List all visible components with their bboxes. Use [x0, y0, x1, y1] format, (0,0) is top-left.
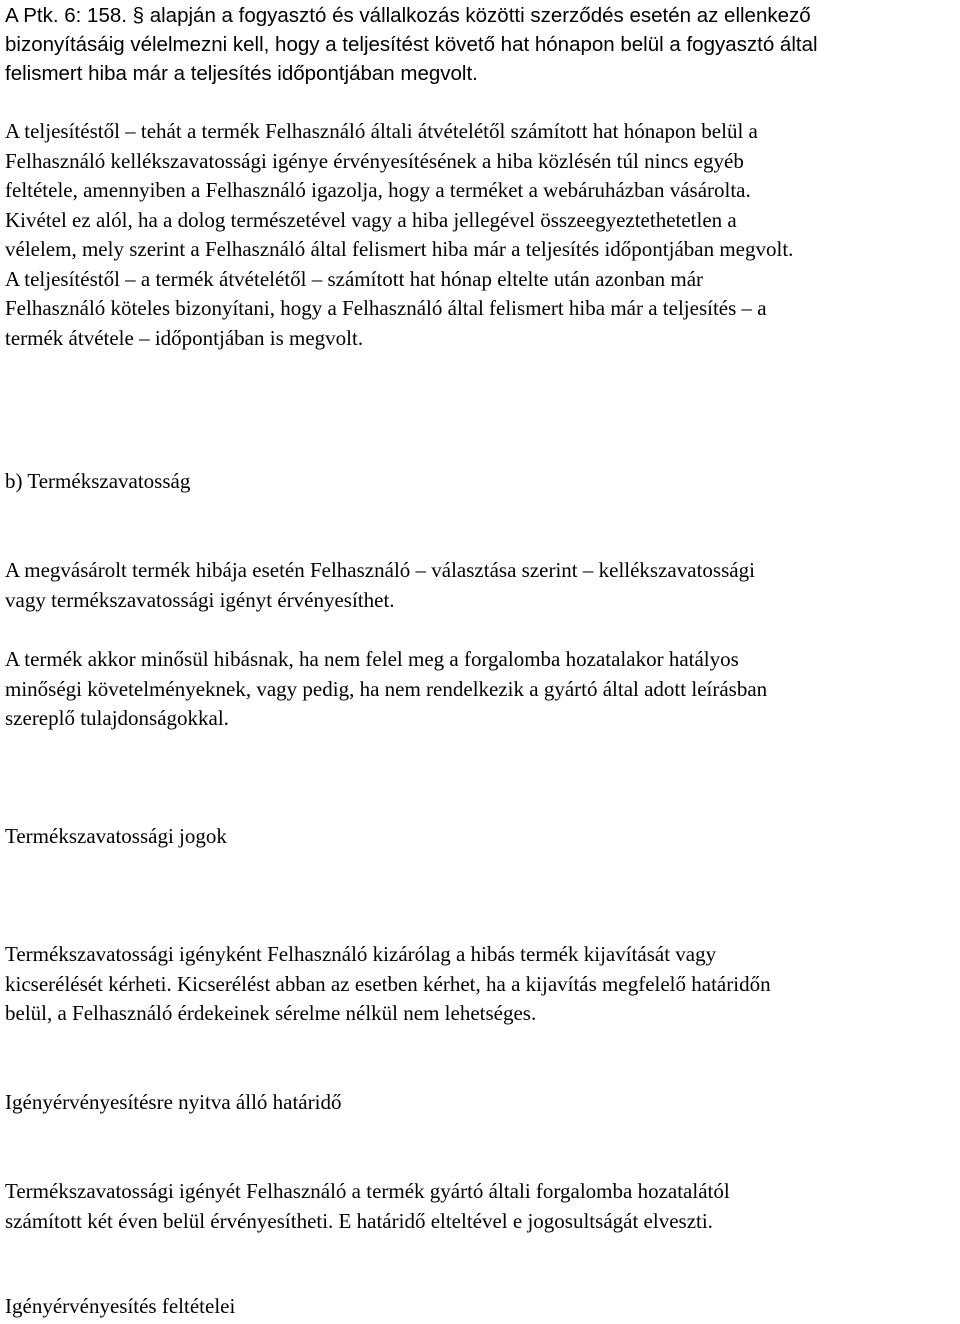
- warranty-paragraph: [5, 117, 955, 353]
- section-heading-deadline: Igényérvényesítésre nyitva álló határidő: [5, 1090, 342, 1114]
- deadline-paragraph: Termékszavatossági igényét Felhasználó a termék gyártó általi forgalomba hozatalától számított két éven belül érvényesítheti. E határidő elteltével e jogosultságát elveszti.: [5, 1179, 730, 1233]
- section-heading-b: b) Termékszavatosság: [5, 469, 191, 493]
- section-heading-rights: Termékszavatossági jogok: [5, 824, 227, 848]
- product-defect-paragraph: A megvásárolt termék hibája esetén Felhasználó – választása szerint – kellékszavatossági vagy termékszavatossági igényt érvényesíthet.: [5, 558, 755, 612]
- intro-text: A Ptk. 6: 158. § alapján a fogyasztó és vállalkozás közötti szerződés esetén az ellenkező bizonyításáig vélelmezni kell, hogy a teljesítést követő hat hónapon belül a fogyasztó által felismert hiba már a teljesítés időpontjában megvolt.: [5, 4, 818, 85]
- warranty-text: A teljesítéstől – tehát a termék Felhasználó általi átvételétől számított hat hónapon belül a Felhasználó kellékszavatossági igénye érvényesítésének a hiba közlésén túl nincs egyéb feltétele, amennyiben a Felhasználó igazolja, hogy a terméket a webáruházban vásárolta. Kivétel ez alól, ha a dolog természetével vagy a hiba jellegével összeegyeztethetetlen a vélelem, mely szerint a Felhasználó által felismert hiba már a teljesítés időpontjában megvolt. A teljesítéstől – a termék átvételétől – számított hat hónap eltelte után azonban már Felhasználó köteles bizonyítani, hogy a Felhasználó által felismert hiba már a teljesítés – a termék átvétele – időpontjában is megvolt.: [5, 119, 794, 350]
- intro-paragraph: [5, 1, 955, 88]
- defect-definition-paragraph: A termék akkor minősül hibásnak, ha nem felel meg a forgalomba hozatalakor hatályos minőségi követelményeknek, vagy pedig, ha nem rendelkezik a gyártó által adott leírásban szereplő tulajdonságokkal.: [5, 647, 768, 730]
- rights-paragraph: Termékszavatossági igényként Felhasználó kizárólag a hibás termék kijavítását vagy kicserélését kérheti. Kicserélést abban az esetben kérhet, ha a kijavítás megfelelő határidőn belül, a Felhasználó érdekeinek sérelme nélkül nem lehetséges.: [5, 942, 771, 1025]
- section-heading-conditions: Igényérvényesítés feltételei: [5, 1294, 236, 1318]
